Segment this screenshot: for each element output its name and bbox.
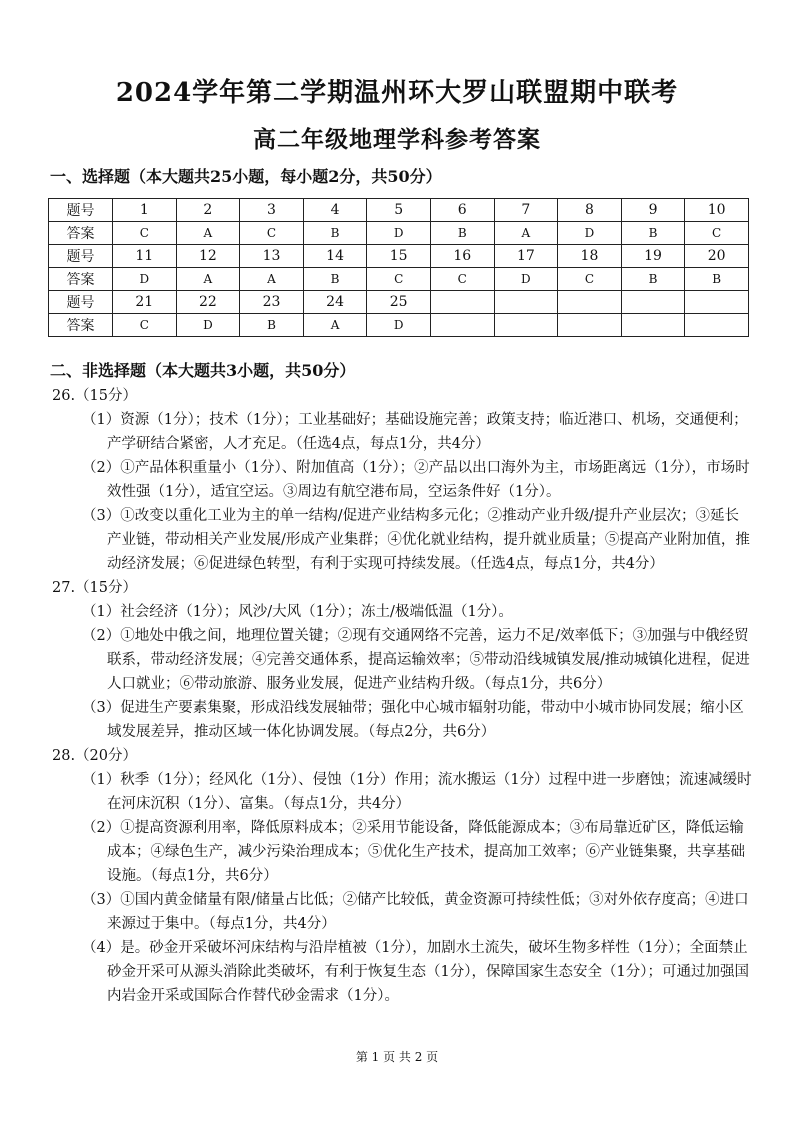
table-cell: 1 [113,199,177,222]
table-cell: 8 [558,199,622,222]
answer-item: （3）①国内黄金储量有限/储量占比低；②储产比较低，黄金资源可持续性低；③对外依存度高；④进口来源过于集中。（每点1分，共4分） [82,892,749,932]
table-cell: 6 [430,199,494,222]
questions-list [52,384,752,1008]
question-28 [52,744,752,1008]
table-cell: C [240,222,304,245]
table-cell: D [367,222,431,245]
table-cell: C [430,268,494,291]
table-cell: A [176,268,240,291]
table-cell: 21 [113,291,177,314]
question-26 [52,384,752,576]
table-cell: B [685,268,749,291]
table-cell [430,291,494,314]
table-cell [494,291,558,314]
table-cell [494,314,558,337]
table-cell: 7 [494,199,558,222]
table-cell: C [367,268,431,291]
table-cell: B [303,222,367,245]
answer-item: （3）①改变以重化工业为主的单一结构/促进产业结构多元化；②推动产业升级/提升产业层次；③延长产业链，带动相关产业发展/形成产业集群；④优化就业结构，提升就业质量；⑤提高产业附加值，推动经济发展；⑥促进绿色转型，有利于实现可持续发展。（任选4点，每点1分，共4分） [82,508,750,572]
table-cell: A [303,314,367,337]
table-cell: B [621,222,685,245]
table-cell: 15 [367,245,431,268]
table-cell: 24 [303,291,367,314]
table-cell [621,314,685,337]
row-label-cell: 题号 [49,245,113,268]
section1-heading: 一、选择题（本大题共25小题，每小题2分，共50分） [50,167,442,186]
row-label-cell: 答案 [49,268,113,291]
table-cell: B [303,268,367,291]
section2-heading: 二、非选择题（本大题共3小题，共50分） [50,361,356,380]
table-cell: B [430,222,494,245]
question-number-row [49,199,749,222]
table-cell: 23 [240,291,304,314]
table-cell: 22 [176,291,240,314]
question-label: 27.（15分） [52,580,138,596]
table-cell: 2 [176,199,240,222]
table-cell: 19 [621,245,685,268]
answer-item: （1）社会经济（1分）；风沙/大风（1分）；冻土/极端低温（1分）。 [82,604,513,620]
row-label-cell: 答案 [49,314,113,337]
table-cell: D [113,268,177,291]
answer-item: （2）①产品体积重量小（1分）、附加值高（1分）；②产品以出口海外为主，市场距离远（1分），市场时效性强（1分），适宜空运。③周边有航空港布局，空运条件好（1分）。 [82,460,750,500]
answer-row [49,314,749,337]
table-cell: D [176,314,240,337]
answer-item: （2）①提高资源利用率，降低原料成本；②采用节能设备，降低能源成本；③布局靠近矿区，降低运输成本；④绿色生产，减少污染治理成本；⑤优化生产技术，提高加工效率；⑥产业链集聚，共享基础设施。（每点1分，共6分） [82,820,745,884]
table-cell: C [113,314,177,337]
table-cell: 25 [367,291,431,314]
table-cell: D [494,268,558,291]
row-label-cell: 题号 [49,199,113,222]
answer-item: （2）①地处中俄之间，地理位置关键；②现有交通网络不完善，运力不足/效率低下；③加强与中俄经贸联系，带动经济发展；④完善交通体系，提高运输效率；⑤带动沿线城镇发展/推动城镇化进程，促进人口就业；⑥带动旅游、服务业发展，促进产业结构升级。（每点1分，共6分） [82,628,750,692]
table-cell: B [621,268,685,291]
table-cell: C [558,268,622,291]
table-cell: 16 [430,245,494,268]
table-cell: 9 [621,199,685,222]
table-cell: D [367,314,431,337]
answer-table-body [49,199,749,337]
question-27 [52,576,752,744]
question-label: 26.（15分） [52,388,138,404]
table-cell: 14 [303,245,367,268]
answer-item: （3）促进生产要素集聚，形成沿线发展轴带；强化中心城市辐射功能，带动中小城市协同发展；缩小区域发展差异，推动区域一体化协调发展。（每点2分，共6分） [82,700,744,740]
answer-row [49,222,749,245]
table-cell: D [558,222,622,245]
table-cell: 13 [240,245,304,268]
answer-item: （1）资源（1分）；技术（1分）；工业基础好；基础设施完善；政策支持；临近港口、机场，交通便利；产学研结合紧密，人才充足。（任选4点，每点1分，共4分） [82,412,748,452]
table-cell: 10 [685,199,749,222]
table-cell: B [240,314,304,337]
table-cell [558,291,622,314]
table-cell: 12 [176,245,240,268]
table-cell [685,314,749,337]
answer-item: （1）秋季（1分）；经风化（1分）、侵蚀（1分）作用；流水搬运（1分）过程中进一步磨蚀；流速减缓时在河床沉积（1分）、富集。（每点1分，共4分） [82,772,752,812]
table-cell [430,314,494,337]
table-cell: 4 [303,199,367,222]
document-subtitle: 高二年级地理学科参考答案 [253,126,541,153]
row-label-cell: 题号 [49,291,113,314]
table-cell [621,291,685,314]
question-number-row [49,245,749,268]
answer-item: （4）是。砂金开采破坏河床结构与沿岸植被（1分），加剧水土流失，破坏生物多样性（1分）；全面禁止砂金开采可从源头消除此类破坏，有利于恢复生态（1分），保障国家生态安全（1分）；可通过加强国内岩金开采或国际合作替代砂金需求（1分）。 [82,940,749,1004]
document-title: 2024学年第二学期温州环大罗山联盟期中联考 [115,78,679,108]
table-cell: 3 [240,199,304,222]
table-cell: A [240,268,304,291]
answer-row [49,268,749,291]
table-cell: C [685,222,749,245]
table-cell: A [494,222,558,245]
question-label: 28.（20分） [52,748,138,764]
table-cell: C [113,222,177,245]
table-cell: 17 [494,245,558,268]
table-cell [685,291,749,314]
table-cell [558,314,622,337]
table-cell: 20 [685,245,749,268]
question-number-row [49,291,749,314]
row-label-cell: 答案 [49,222,113,245]
table-cell: 5 [367,199,431,222]
table-cell: A [176,222,240,245]
page-footer: 第 1 页 共 2 页 [355,1050,439,1064]
table-cell: 18 [558,245,622,268]
table-cell: 11 [113,245,177,268]
answer-table [48,198,749,337]
